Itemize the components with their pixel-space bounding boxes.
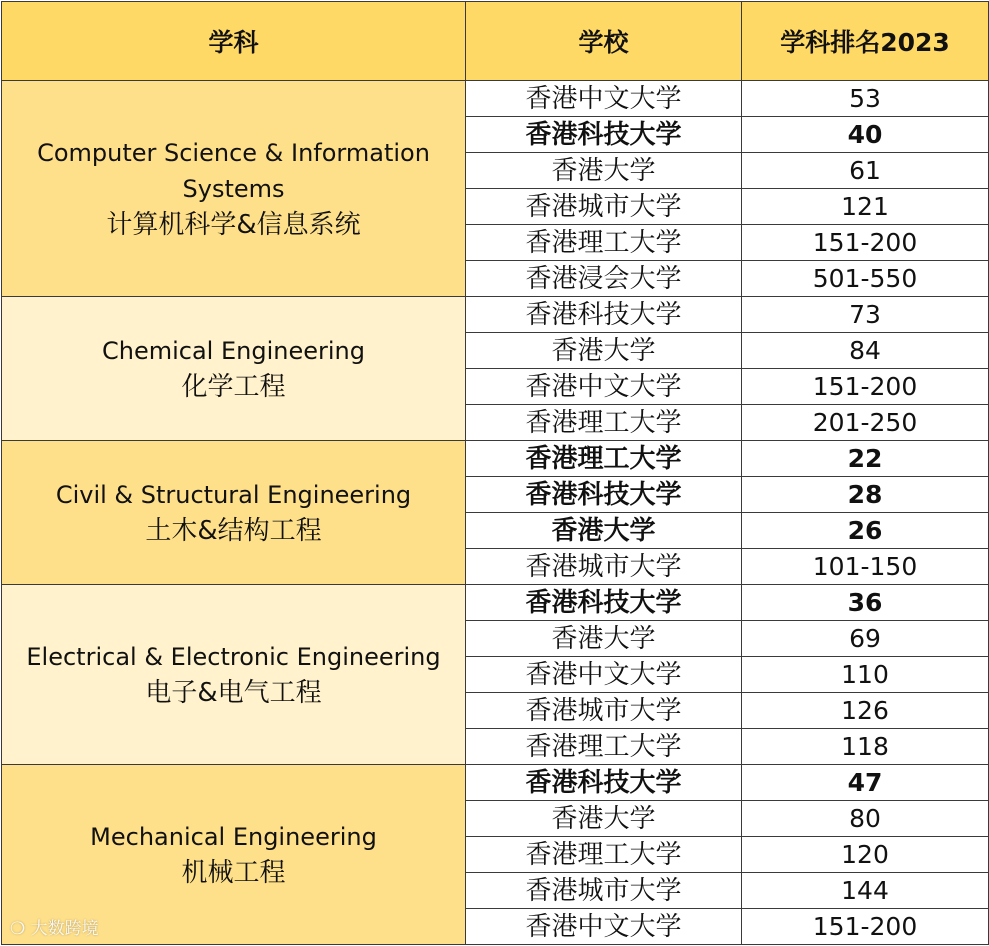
subject-english: Mechanical Engineering xyxy=(90,822,377,851)
school-cell: 香港科技大学 xyxy=(466,765,742,801)
school-cell: 香港理工大学 xyxy=(466,837,742,873)
school-cell: 香港大学 xyxy=(466,513,742,549)
rank-cell: 47 xyxy=(742,765,989,801)
rank-cell: 151-200 xyxy=(742,225,989,261)
rank-cell: 118 xyxy=(742,729,989,765)
rank-cell: 26 xyxy=(742,513,989,549)
school-cell: 香港大学 xyxy=(466,153,742,189)
ranking-table xyxy=(1,1,989,945)
header-school: 学校 xyxy=(466,2,742,81)
table-row xyxy=(2,297,989,333)
rank-cell: 36 xyxy=(742,585,989,621)
watermark-logo xyxy=(10,914,99,939)
subject-english: Electrical & Electronic Engineering xyxy=(26,642,441,671)
school-cell: 香港中文大学 xyxy=(466,81,742,117)
table-row xyxy=(2,441,989,477)
rank-cell: 120 xyxy=(742,837,989,873)
rank-cell: 121 xyxy=(742,189,989,225)
school-cell: 香港科技大学 xyxy=(466,117,742,153)
rank-cell: 69 xyxy=(742,621,989,657)
rank-cell: 151-200 xyxy=(742,369,989,405)
watermark-text: 大数跨境 xyxy=(30,919,99,939)
subject-chinese: 计算机科学&信息系统 xyxy=(106,209,361,240)
rank-cell: 101-150 xyxy=(742,549,989,585)
rank-cell: 151-200 xyxy=(742,909,989,945)
rank-cell: 28 xyxy=(742,477,989,513)
school-cell: 香港大学 xyxy=(466,333,742,369)
rank-cell: 110 xyxy=(742,657,989,693)
rank-cell: 126 xyxy=(742,693,989,729)
rank-cell: 61 xyxy=(742,153,989,189)
subject-chinese: 化学工程 xyxy=(181,371,286,402)
header-subject: 学科 xyxy=(2,2,466,81)
school-cell: 香港城市大学 xyxy=(466,873,742,909)
school-cell: 香港科技大学 xyxy=(466,585,742,621)
table-row xyxy=(2,585,989,621)
school-cell: 香港理工大学 xyxy=(466,729,742,765)
rank-cell: 84 xyxy=(742,333,989,369)
school-cell: 香港大学 xyxy=(466,621,742,657)
rank-cell: 53 xyxy=(742,81,989,117)
watermark-icon: ❍ xyxy=(10,919,26,939)
rank-cell: 144 xyxy=(742,873,989,909)
rank-cell: 40 xyxy=(742,117,989,153)
rank-cell: 22 xyxy=(742,441,989,477)
school-cell: 香港理工大学 xyxy=(466,225,742,261)
subject-cell xyxy=(2,441,466,585)
school-cell: 香港浸会大学 xyxy=(466,261,742,297)
school-cell: 香港城市大学 xyxy=(466,549,742,585)
subject-english: Civil & Structural Engineering xyxy=(55,480,412,509)
table-row xyxy=(2,765,989,801)
subject-chinese: 电子&电气工程 xyxy=(145,677,322,708)
school-cell: 香港科技大学 xyxy=(466,297,742,333)
header-rank: 学科排名2023 xyxy=(742,2,989,81)
school-cell: 香港中文大学 xyxy=(466,909,742,945)
school-cell: 香港大学 xyxy=(466,801,742,837)
rank-cell: 80 xyxy=(742,801,989,837)
header-row xyxy=(2,2,989,81)
school-cell: 香港理工大学 xyxy=(466,405,742,441)
school-cell: 香港城市大学 xyxy=(466,693,742,729)
subject-chinese: 土木&结构工程 xyxy=(145,515,322,546)
school-cell: 香港理工大学 xyxy=(466,441,742,477)
rank-cell: 201-250 xyxy=(742,405,989,441)
subject-cell xyxy=(2,297,466,441)
subject-english: Chemical Engineering xyxy=(102,336,365,365)
subject-english: Computer Science & Information Systems xyxy=(37,138,430,203)
school-cell: 香港中文大学 xyxy=(466,657,742,693)
rank-cell: 73 xyxy=(742,297,989,333)
table-row xyxy=(2,81,989,117)
school-cell: 香港科技大学 xyxy=(466,477,742,513)
rank-cell: 501-550 xyxy=(742,261,989,297)
school-cell: 香港中文大学 xyxy=(466,369,742,405)
subject-cell xyxy=(2,81,466,297)
table-body xyxy=(2,81,989,945)
subject-cell xyxy=(2,585,466,765)
school-cell: 香港城市大学 xyxy=(466,189,742,225)
subject-chinese: 机械工程 xyxy=(181,857,286,888)
